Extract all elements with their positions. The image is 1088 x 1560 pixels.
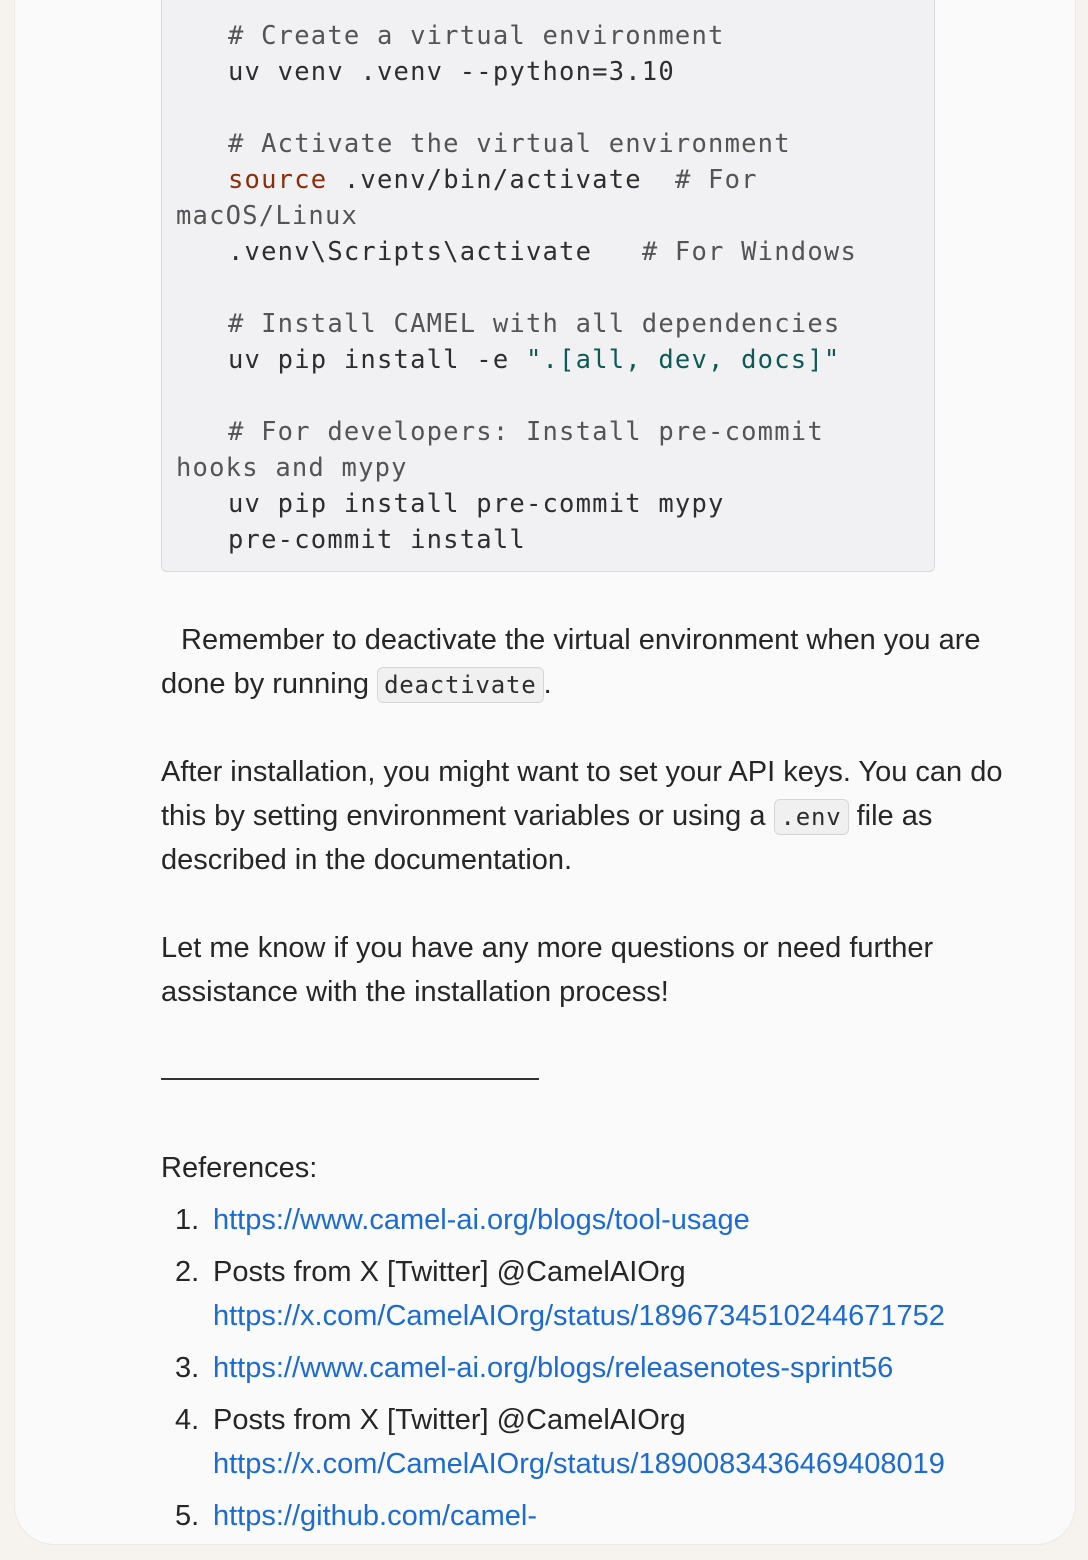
reference-link[interactable]: https://github.com/camel- [213, 1500, 537, 1532]
inline-code-deactivate: deactivate [377, 667, 544, 703]
code-line [176, 342, 840, 378]
reference-number: 3. [175, 1352, 200, 1384]
code-line: # Install CAMEL with all dependencies [228, 309, 841, 339]
reference-number: 1. [175, 1204, 200, 1236]
code-string: ".[all, dev, docs]" [525, 345, 841, 375]
code-line: # For developers: Install pre-commit [228, 417, 824, 447]
paragraph-text: file as described in the documentation. [161, 800, 933, 876]
paragraph-text: . [543, 668, 552, 700]
chat-message-panel [14, 0, 1076, 1545]
code-text: uv pip install -e [228, 345, 526, 375]
code-line: hooks and mypy [176, 453, 408, 483]
code-comment: # For [674, 165, 758, 195]
code-line: macOS/Linux [176, 201, 359, 231]
paragraph-closing: Let me know if you have any more questions or need further assistance with the installation process! [161, 932, 934, 1008]
code-text: .venv\Scripts\activate [228, 237, 642, 267]
code-text: .venv/bin/activate [327, 165, 675, 195]
reference-link[interactable]: https://x.com/CamelAIOrg/status/1896734510244671752 [213, 1300, 945, 1332]
code-line [176, 234, 857, 270]
reference-link[interactable]: https://www.camel-ai.org/blogs/tool-usage [213, 1204, 750, 1236]
reference-link[interactable]: https://x.com/CamelAIOrg/status/1890083436469408019 [213, 1448, 945, 1480]
paragraph-text: After installation, you might want to set your API keys. You can do this by setting environment variables or using a [161, 756, 1003, 832]
reference-number: 2. [175, 1256, 200, 1288]
reference-source: Posts from X [Twitter] @CamelAIOrg [213, 1256, 686, 1288]
reference-source: Posts from X [Twitter] @CamelAIOrg [213, 1404, 686, 1436]
code-line: uv venv .venv --python=3.10 [228, 57, 675, 87]
code-line: uv pip install pre-commit mypy [228, 489, 725, 519]
paragraph-deactivate [161, 618, 1041, 706]
paragraph-api-keys [161, 750, 1041, 882]
inline-code-env: .env [774, 799, 849, 835]
code-block [161, 0, 935, 572]
references-label: References: [161, 1152, 318, 1184]
code-comment: # For Windows [641, 237, 857, 267]
reference-number: 5. [175, 1500, 200, 1532]
code-line: # Create a virtual environment [228, 21, 725, 51]
code-line [176, 162, 758, 198]
code-line: pre-commit install [228, 525, 526, 555]
code-keyword: source [228, 165, 328, 195]
reference-number: 4. [175, 1404, 200, 1436]
paragraph-text: Remember to deactivate the virtual environment when you are done by running [161, 624, 981, 700]
divider [161, 1078, 539, 1080]
code-line: # Activate the virtual environment [228, 129, 791, 159]
reference-link[interactable]: https://www.camel-ai.org/blogs/releasenotes-sprint56 [213, 1352, 894, 1384]
